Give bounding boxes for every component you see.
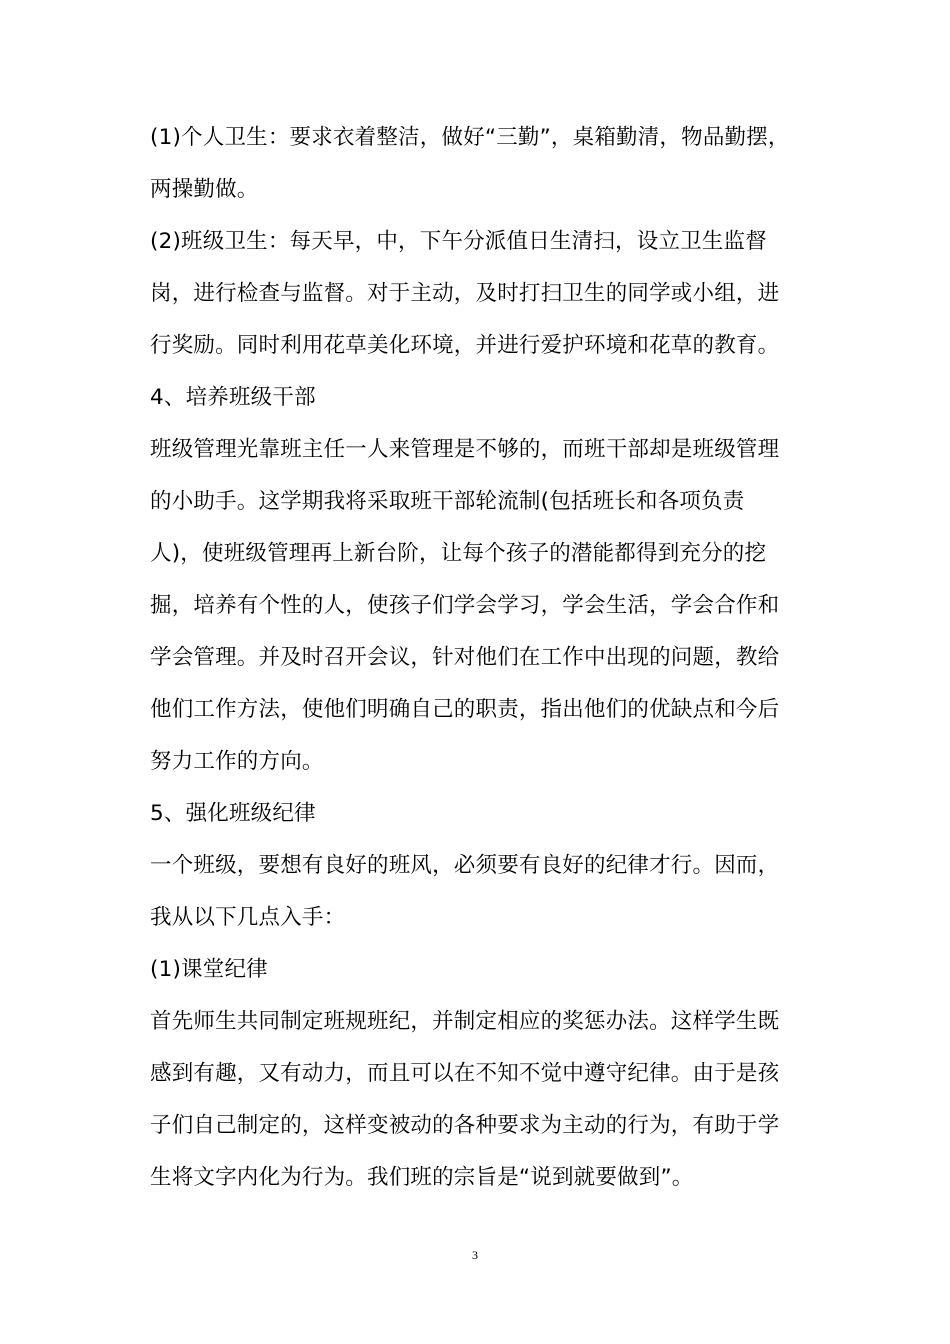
section-heading: 4、培养班级干部 (150, 385, 316, 410)
page-number: 3 (472, 1248, 478, 1262)
text-line: 人)，使班级管理再上新台阶，让每个孩子的潜能都得到充分的挖 (150, 541, 767, 566)
text-line: 首先师生共同制定班规班纪，并制定相应的奖惩办法。这样学生既 (150, 1009, 780, 1034)
text-line: 生将文字内化为行为。我们班的宗旨是“说到就要做到”。 (150, 1165, 694, 1190)
text-line: 掘，培养有个性的人，使孩子们学会学习，学会生活，学会合作和 (150, 593, 780, 618)
section-heading: 5、强化班级纪律 (150, 801, 316, 826)
subheading: (1)课堂纪律 (150, 957, 268, 982)
text-line: 我从以下几点入手： (150, 905, 346, 930)
text-line: 两操勤做。 (150, 177, 259, 202)
text-line: 他们工作方法，使他们明确自己的职责，指出他们的优缺点和今后 (150, 697, 780, 722)
text-line: 班级管理光靠班主任一人来管理是不够的，而班干部却是班级管理 (150, 437, 780, 462)
text-line: 行奖励。同时利用花草美化环境，并进行爱护环境和花草的教育。 (150, 333, 780, 358)
text-line: 的小助手。这学期我将采取班干部轮流制(包括班长和各项负责 (150, 489, 745, 514)
text-line: 学会管理。并及时召开会议，针对他们在工作中出现的问题，教给 (150, 645, 780, 670)
text-line: 子们自己制定的，这样变被动的各种要求为主动的行为，有助于学 (150, 1113, 780, 1138)
text-line: 感到有趣，又有动力，而且可以在不知不觉中遵守纪律。由于是孩 (150, 1061, 780, 1086)
text-line: (2)班级卫生：每天早，中，下午分派值日生清扫，设立卫生监督 (150, 229, 767, 254)
text-line: 一个班级，要想有良好的班风，必须要有良好的纪律才行。因而， (150, 853, 780, 878)
text-line: 努力工作的方向。 (150, 749, 324, 774)
body-text (150, 121, 810, 1213)
text-line: 岗，进行检查与监督。对于主动，及时打扫卫生的同学或小组，进 (150, 281, 780, 306)
text-line: (1)个人卫生：要求衣着整洁，做好“三勤”，桌箱勤清，物品勤摆， (150, 125, 790, 150)
